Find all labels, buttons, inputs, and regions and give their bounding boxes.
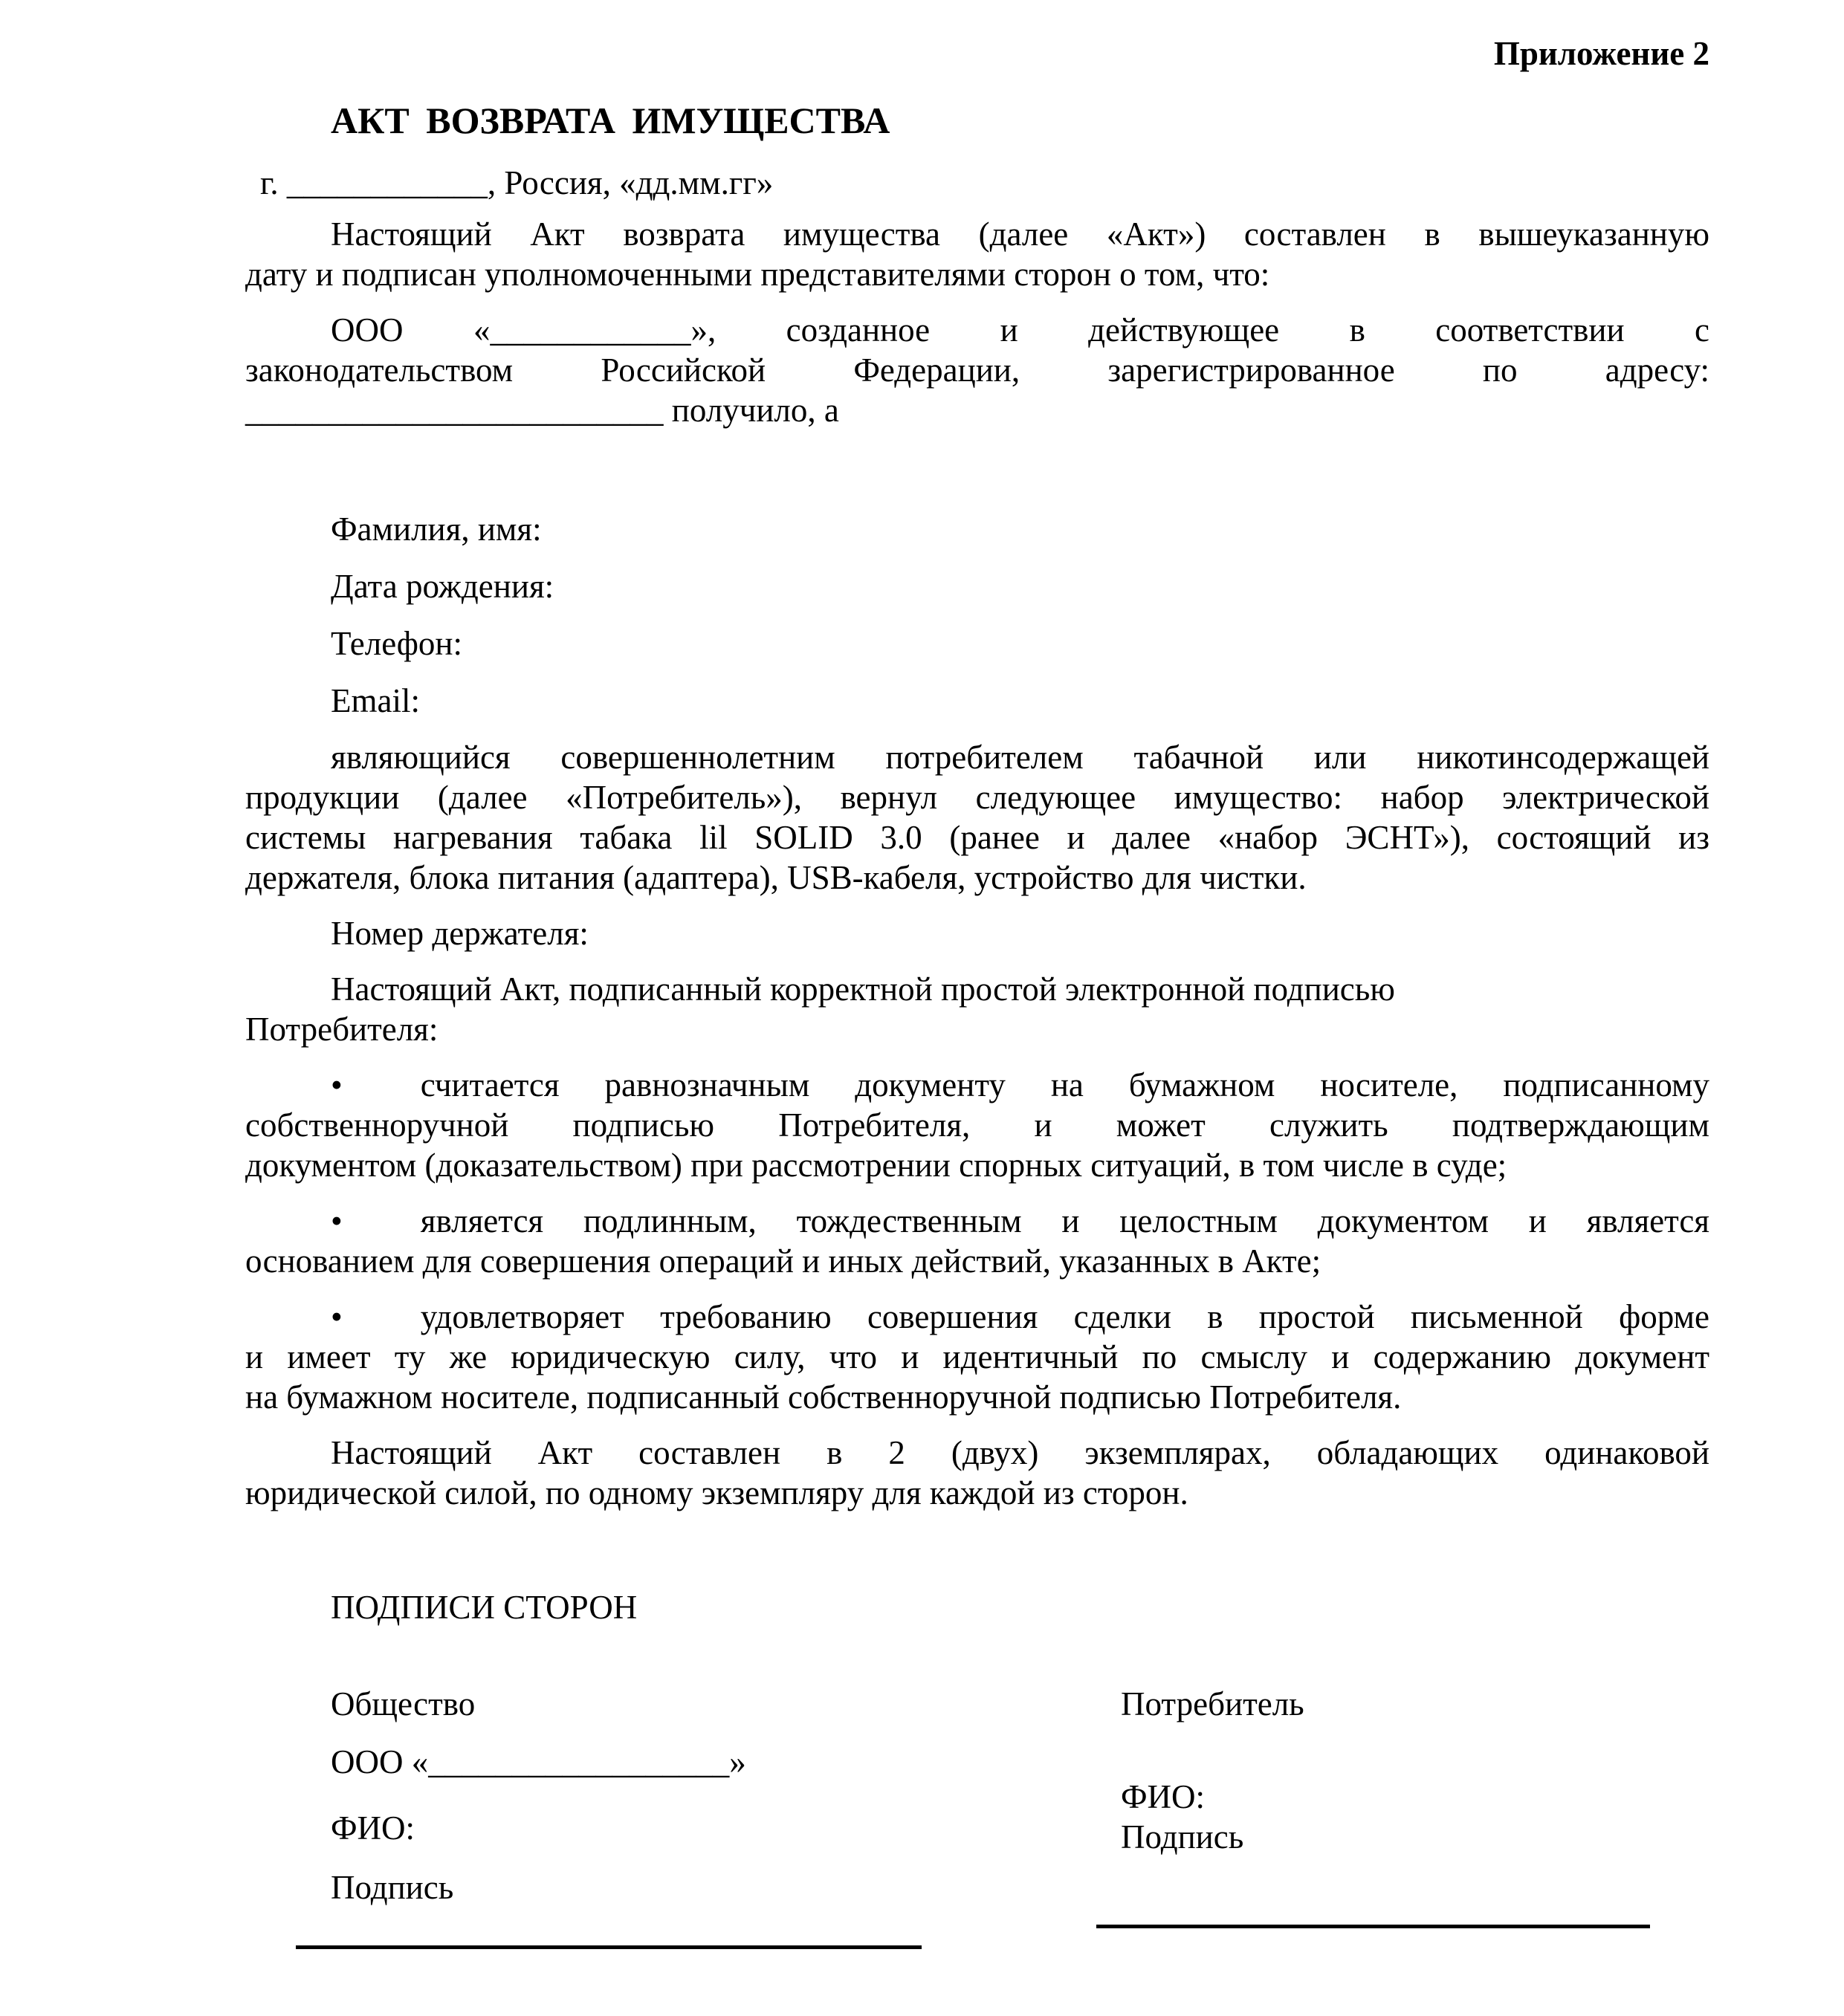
bullet-item [245, 1201, 1709, 1281]
field-label-phone: Телефон: [331, 625, 462, 662]
field-label-email: Email: [331, 682, 420, 719]
fio-label-consumer: ФИО: [1121, 1778, 1206, 1815]
paragraph-company [245, 310, 1709, 430]
bullet-icon: • [331, 1298, 343, 1335]
signatures-block [245, 1650, 1709, 1949]
text-line: системы нагревания табака lil SOLID 3.0 (ранее и далее «набор ЭСНТ»), состоящий из [245, 819, 1709, 856]
text-line [245, 1297, 1709, 1337]
paragraph-copies [245, 1433, 1709, 1513]
text-line: на бумажном носителе, подписанный собственноручной подписью Потребителя. [245, 1378, 1402, 1416]
paragraph-signed [245, 969, 1709, 1049]
company-name-blank: ООО «__________________» [331, 1743, 746, 1780]
paragraph-consumer [245, 737, 1709, 898]
text-line: являющийся совершеннолетним потребителем табачной или никотинсодержащей [331, 739, 1709, 776]
party-label-company: Общество [331, 1685, 476, 1722]
text-line: Настоящий Акт, подписанный корректной простой электронной подписью [331, 970, 1395, 1008]
signature-line-company [296, 1945, 922, 1949]
text-line: _________________________ получило, а [245, 392, 839, 429]
page-title: АКТ ВОЗВРАТА ИМУЩЕСТВА [331, 100, 890, 141]
text-line: ООО «____________», созданное и действующее в соответствии с [331, 311, 1709, 349]
field-label-name: Фамилия, имя: [331, 511, 542, 548]
bullet-item [245, 1065, 1709, 1185]
party-label-consumer: Потребитель [1121, 1685, 1304, 1722]
field-label-birthdate: Дата рождения: [331, 568, 554, 605]
sign-label-company: Подпись [331, 1869, 454, 1906]
signatures-heading: ПОДПИСИ СТОРОН [331, 1589, 638, 1626]
text-line: законодательством Российской Федерации, зарегистрированное по адресу: [245, 351, 1709, 389]
text-line: документом (доказательством) при рассмотрении спорных ситуаций, в том числе в суде; [245, 1147, 1507, 1184]
sign-label-consumer: Подпись [1121, 1818, 1244, 1855]
fio-label-company: ФИО: [331, 1809, 415, 1847]
bullet-text: удовлетворяет требованию совершения сделки в простой письменной форме [420, 1298, 1709, 1335]
signature-column-company [245, 1650, 1121, 1949]
text-line: дату и подписан уполномоченными представителями сторон о том, что: [245, 256, 1270, 293]
document-page [0, 33, 1844, 2016]
text-line [245, 1065, 1709, 1105]
text-line: юридической силой, по одному экземпляру для каждой из сторон. [245, 1474, 1188, 1511]
holder-number-label: Номер держателя: [331, 915, 589, 952]
text-line: Настоящий Акт составлен в 2 (двух) экземплярах, обладающих одинаковой [331, 1434, 1709, 1471]
bullet-item [245, 1297, 1709, 1417]
text-line: основанием для совершения операций и иных действий, указанных в Акте; [245, 1242, 1321, 1280]
bullet-text: является подлинным, тождественным и целостным документом и является [420, 1202, 1709, 1239]
text-line: держателя, блока питания (адаптера), USB-кабеля, устройство для чистки. [245, 859, 1307, 896]
text-line: продукции (далее «Потребитель»), вернул следующее имущество: набор электрической [245, 779, 1709, 816]
text-line: собственноручной подписью Потребителя, и может служить подтверждающим [245, 1106, 1709, 1144]
text-line: Потребителя: [245, 1011, 439, 1048]
bullet-text: считается равнозначным документу на бумажном носителе, подписанному [420, 1066, 1709, 1103]
signature-column-consumer [1121, 1650, 1709, 1949]
appendix-label: Приложение 2 [1493, 35, 1709, 72]
text-line: и имеет ту же юридическую силу, что и идентичный по смыслу и содержанию документ [245, 1338, 1709, 1375]
text-line: Настоящий Акт возврата имущества (далее «Акт») составлен в вышеуказанную [331, 215, 1709, 253]
signature-line-consumer [1096, 1925, 1650, 1928]
text-line [245, 1201, 1709, 1241]
bullet-icon: • [331, 1202, 343, 1239]
paragraph-intro [245, 214, 1709, 294]
place-date-line: г. ____________, Россия, «дд.мм.гг» [260, 164, 774, 201]
bullet-icon: • [331, 1066, 343, 1103]
